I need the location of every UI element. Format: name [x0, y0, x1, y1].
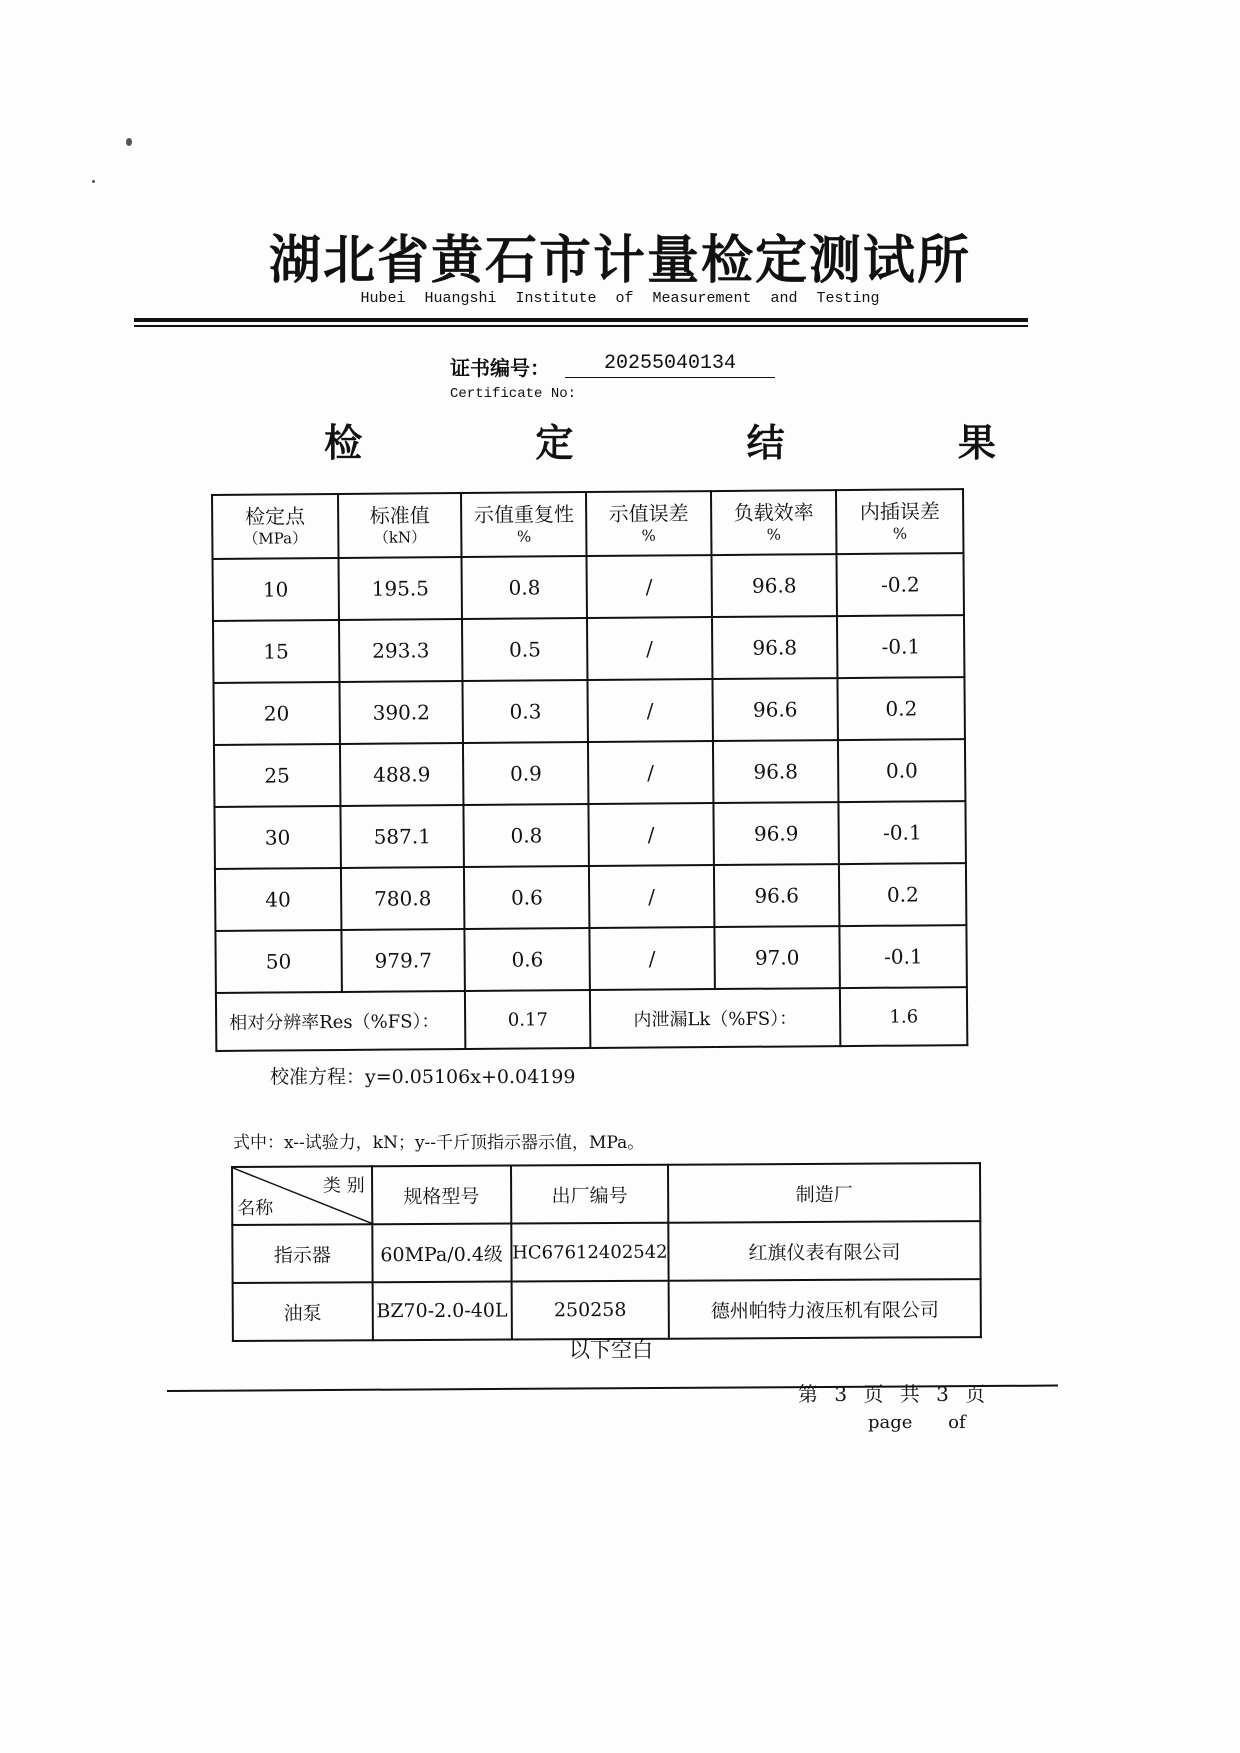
- table-cell: 979.7: [341, 929, 465, 992]
- header-main: 示值重复性: [473, 502, 575, 528]
- header-unit: （MPa）: [243, 529, 308, 548]
- table-cell: 488.9: [340, 743, 464, 806]
- table-cell: -0.1: [839, 801, 966, 864]
- table-cell: -0.2: [837, 553, 964, 616]
- table-row: [215, 925, 966, 993]
- table-cell: /: [588, 741, 713, 804]
- table-cell: 97.0: [714, 926, 840, 989]
- header-unit: %: [892, 524, 908, 543]
- section-title: 检 定 结 果: [324, 421, 1076, 465]
- table-row: [232, 1221, 980, 1283]
- equipment-table: [231, 1162, 982, 1342]
- table-row: [213, 615, 964, 683]
- corner-name-label: 名称: [237, 1197, 274, 1219]
- table-cell: BZ70-2.0-40L: [372, 1282, 511, 1341]
- header-cell: [212, 494, 338, 559]
- header-unit: %: [641, 526, 656, 545]
- blank-below-note: 以下空白: [569, 1338, 653, 1362]
- resolution-value: 0.17: [465, 990, 590, 1049]
- table-cell: 红旗仪表有限公司: [668, 1221, 980, 1281]
- diagonal-header-cell: [232, 1166, 372, 1225]
- table-cell: 587.1: [340, 805, 464, 868]
- results-footer-row: [216, 987, 967, 1051]
- table-row: [213, 677, 964, 745]
- table-cell: 0.8: [462, 556, 587, 619]
- header-main: 示值误差: [608, 501, 689, 527]
- header-cell: [711, 490, 837, 555]
- header-rule-thin: [134, 325, 1028, 327]
- table-cell: 10: [213, 558, 339, 621]
- table-cell: 195.5: [338, 557, 462, 620]
- table-cell: 15: [213, 620, 339, 683]
- header-cell: 出厂编号: [511, 1165, 669, 1224]
- table-cell: /: [588, 679, 713, 742]
- header-main: 负载效率: [733, 500, 814, 526]
- table-cell: 96.8: [713, 740, 839, 803]
- header-cell: [338, 493, 462, 558]
- table-cell: /: [589, 927, 714, 990]
- table-cell: 96.8: [712, 616, 838, 679]
- table-cell: 油泵: [233, 1282, 373, 1341]
- header-main: 标准值: [369, 503, 430, 528]
- scan-speck: [126, 138, 132, 146]
- table-cell: -0.1: [840, 925, 967, 988]
- header-main: 检定点: [244, 504, 306, 529]
- table-cell: 25: [214, 744, 340, 807]
- table-cell: 0.2: [839, 863, 966, 926]
- table-cell: 780.8: [341, 867, 465, 930]
- certificate-number: 20255040134: [565, 352, 775, 378]
- header-cell: [836, 489, 963, 554]
- header-cell: 规格型号: [372, 1166, 511, 1225]
- certificate-label-cn: 证书编号：: [450, 356, 550, 380]
- results-header-row: [212, 489, 963, 559]
- table-cell: -0.1: [837, 615, 964, 678]
- table-cell: 250258: [511, 1281, 669, 1340]
- header-main: 内插误差: [859, 499, 940, 525]
- table-cell: 0.9: [463, 742, 588, 805]
- table-cell: 0.5: [462, 618, 587, 681]
- table-cell: 96.9: [713, 802, 839, 865]
- table-cell: 0.6: [464, 866, 589, 929]
- equipment-header-row: [232, 1163, 980, 1225]
- page-number-en: page of: [868, 1412, 966, 1433]
- table-cell: 0.3: [463, 680, 588, 743]
- table-cell: 60MPa/0.4级: [372, 1224, 511, 1283]
- header-cell: [586, 491, 711, 556]
- header-cell: 制造厂: [668, 1163, 980, 1223]
- results-table: [211, 488, 968, 1052]
- table-cell: 390.2: [339, 681, 463, 744]
- resolution-label: 相对分辨率Res（%FS）：: [216, 991, 466, 1051]
- table-cell: /: [587, 555, 712, 618]
- table-cell: 40: [215, 868, 341, 931]
- equation-note: 式中：x--试验力，kN；y--千斤顶指示器示值，MPa。: [233, 1133, 645, 1153]
- table-cell: 50: [215, 930, 341, 993]
- table-cell: 96.6: [714, 864, 840, 927]
- header-cell: [461, 492, 586, 557]
- table-row: [214, 739, 965, 807]
- table-cell: 0.6: [465, 928, 590, 991]
- table-cell: 96.6: [712, 678, 838, 741]
- table-cell: /: [589, 803, 714, 866]
- header-rule: [134, 318, 1028, 322]
- table-cell: 0.2: [838, 677, 965, 740]
- table-cell: 20: [213, 682, 339, 745]
- table-cell: 293.3: [339, 619, 463, 682]
- header-unit: %: [516, 527, 532, 546]
- table-row: [214, 801, 965, 869]
- header-unit: %: [766, 525, 782, 544]
- corner-category-label: 类 别: [322, 1175, 365, 1197]
- table-cell: 30: [214, 806, 340, 869]
- scan-speck: [92, 180, 95, 183]
- calibration-equation: 校准方程：y=0.05106x+0.04199: [270, 1066, 576, 1088]
- table-cell: 0.0: [838, 739, 965, 802]
- table-cell: 0.8: [464, 804, 589, 867]
- leak-label: 内泄漏Lk（%FS）：: [590, 988, 841, 1048]
- page-number-cn: 第 3 页 共 3 页: [798, 1382, 986, 1406]
- certificate-label-en: Certificate No:: [450, 386, 577, 402]
- table-cell: 指示器: [232, 1224, 372, 1283]
- table-cell: /: [589, 865, 714, 928]
- table-row: [213, 553, 964, 621]
- header-unit: （kN）: [373, 528, 427, 547]
- table-cell: 德州帕特力液压机有限公司: [669, 1279, 981, 1339]
- table-cell: HC67612402542: [511, 1223, 669, 1282]
- institute-name-cn: 湖北省黄石市计量检定测试所: [268, 231, 971, 291]
- institute-name-en: Hubei Huangshi Institute of Measurement and Testing: [360, 290, 880, 307]
- table-cell: 96.8: [711, 554, 837, 617]
- table-row: [215, 863, 966, 931]
- table-cell: /: [587, 617, 712, 680]
- leak-value: 1.6: [840, 987, 967, 1046]
- table-row: [233, 1279, 981, 1341]
